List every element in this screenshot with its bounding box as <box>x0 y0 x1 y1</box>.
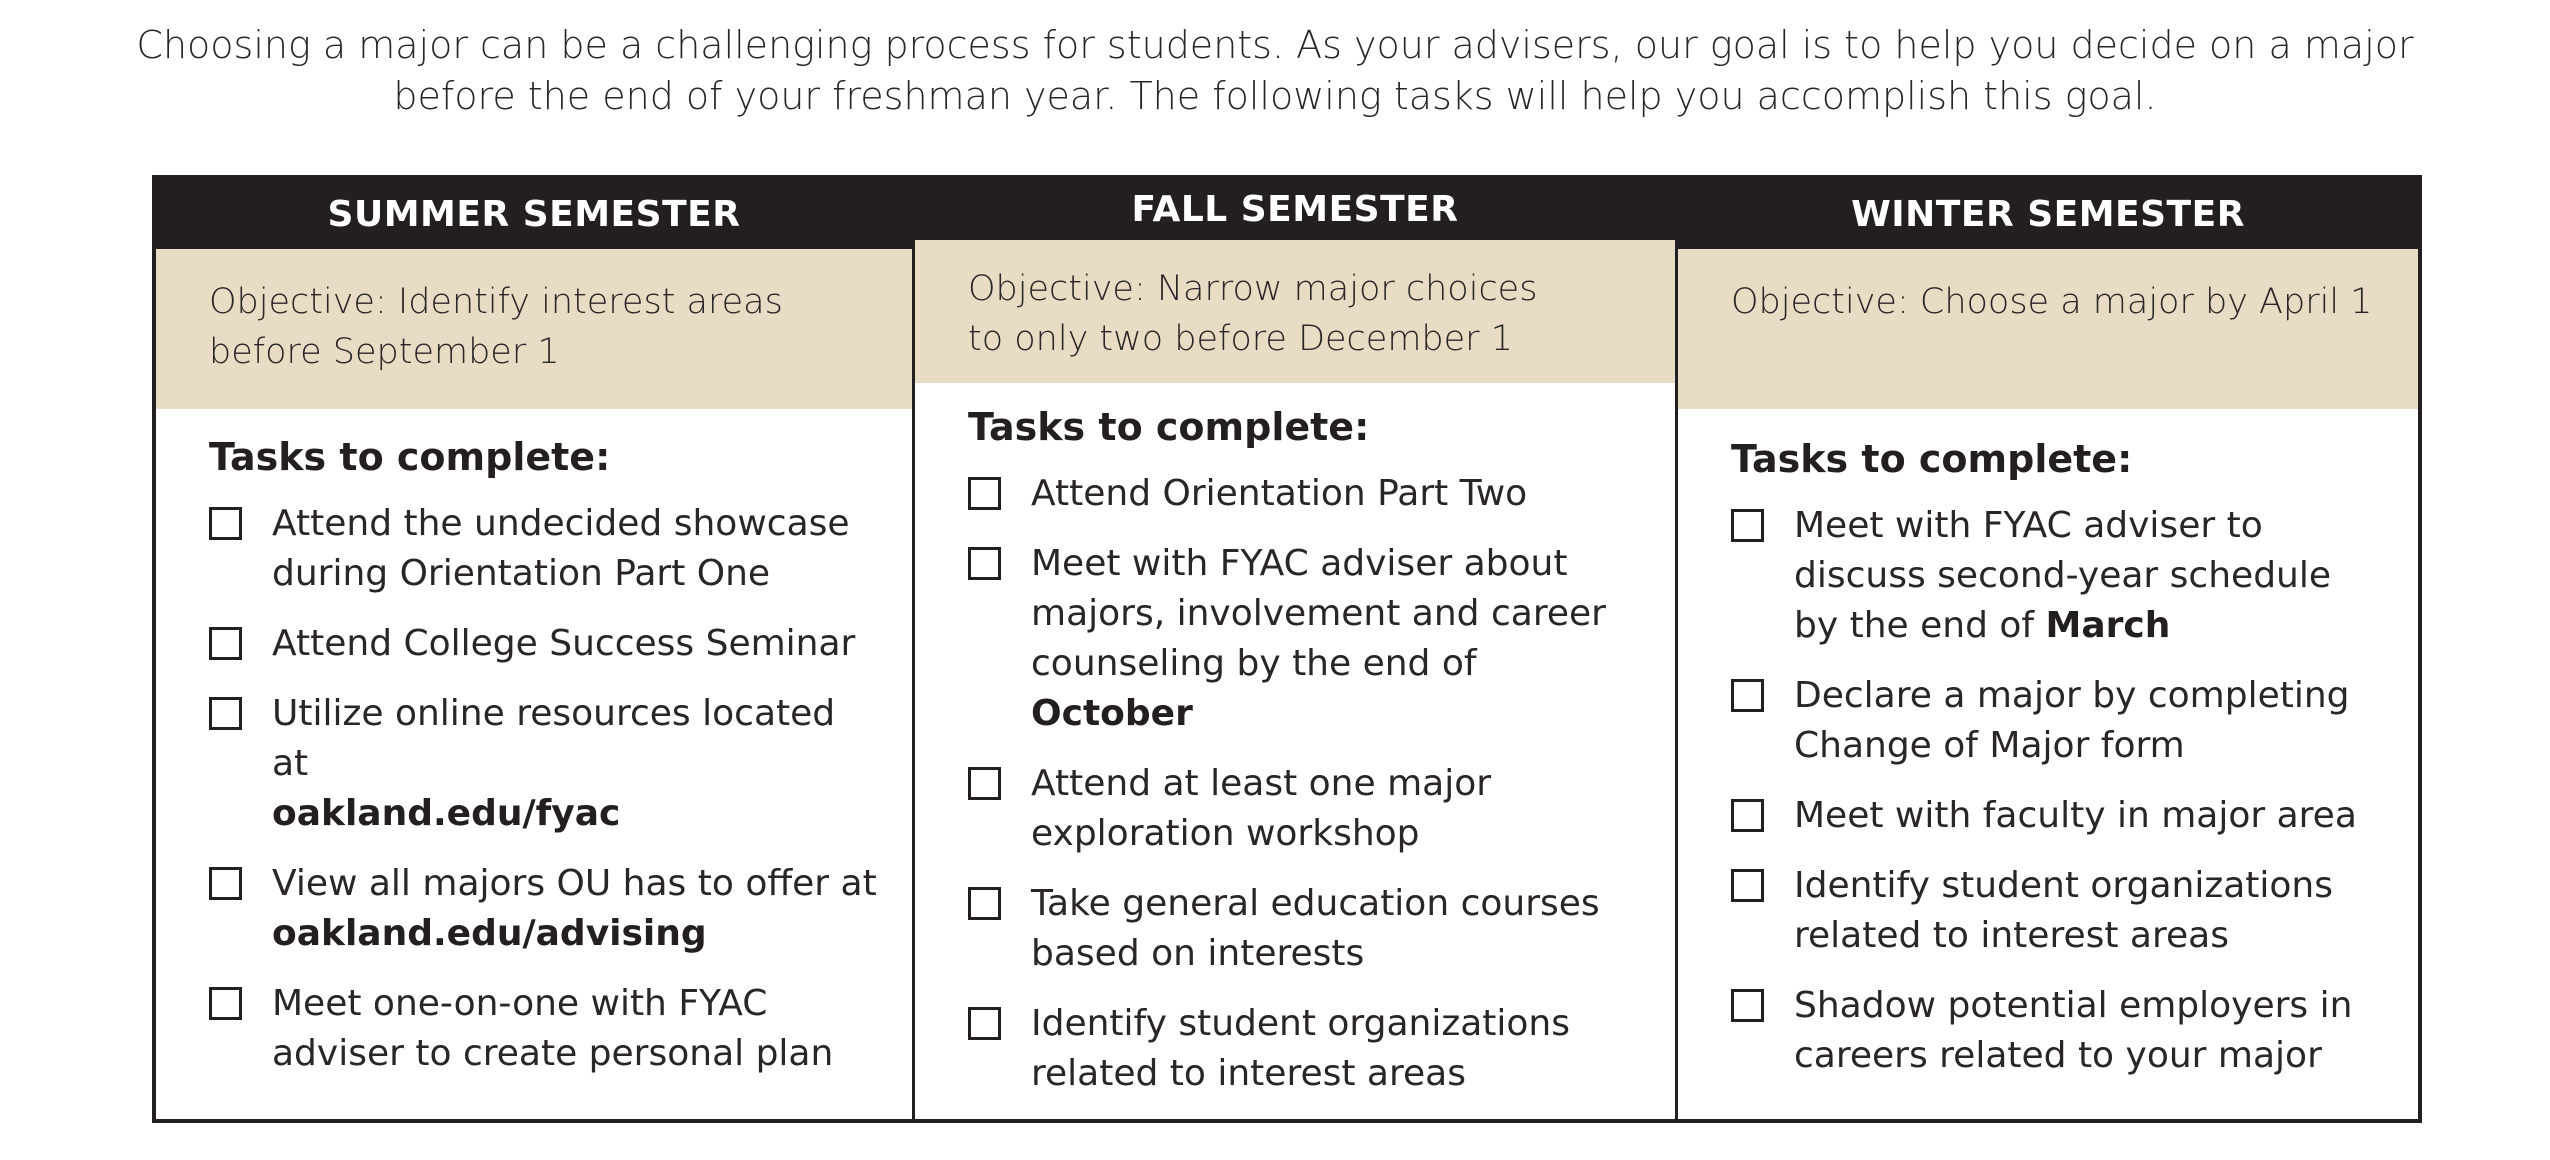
task-list <box>915 383 1675 1119</box>
task-line: Meet with FYAC adviser about <box>1031 543 1568 584</box>
advising-url-link[interactable]: oakland.edu/advising <box>272 913 707 954</box>
task-checkbox[interactable] <box>1731 679 1764 712</box>
deadline-month: October <box>1031 693 1193 734</box>
objective-line: Objective: Narrow major choices <box>968 269 1538 310</box>
task-line: exploration workshop <box>1031 813 1420 854</box>
task-line: majors, involvement and career <box>1031 593 1606 634</box>
task-line: Attend the undecided showcase <box>272 503 850 544</box>
task-text <box>272 619 855 669</box>
task-text <box>1794 501 2331 651</box>
objective <box>156 249 912 409</box>
task-line: during Orientation Part One <box>272 553 771 594</box>
summer-semester-column <box>156 179 912 1119</box>
objective <box>1678 249 2418 409</box>
task-text <box>1794 791 2357 841</box>
task-item <box>209 619 882 669</box>
task-line: Identify student organizations <box>1031 1003 1570 1044</box>
fall-semester-column <box>912 179 1675 1119</box>
objective-line: to only two before December 1 <box>968 319 1513 360</box>
semester-planner-table <box>152 175 2422 1123</box>
winter-semester-column <box>1675 179 2418 1119</box>
tasks-title: Tasks to complete: <box>1731 437 2133 481</box>
task-item <box>209 499 882 599</box>
task-line: based on interests <box>1031 933 1365 974</box>
task-checkbox[interactable] <box>968 477 1001 510</box>
intro-text <box>0 20 2550 122</box>
task-list <box>1678 409 2418 1119</box>
task-line: Take general education courses <box>1031 883 1600 924</box>
task-item <box>968 879 1645 979</box>
task-item <box>209 689 882 839</box>
task-checkbox[interactable] <box>1731 509 1764 542</box>
task-line-text: counseling by the end of <box>1031 643 1477 684</box>
task-checkbox[interactable] <box>209 627 242 660</box>
task-line: Attend College Success Seminar <box>272 623 856 664</box>
task-text <box>1794 861 2333 961</box>
task-item <box>209 979 882 1079</box>
column-heading: FALL SEMESTER <box>915 179 1675 240</box>
task-item <box>968 469 1645 519</box>
task-checkbox[interactable] <box>209 507 242 540</box>
task-line: Identify student organizations <box>1794 865 2333 906</box>
task-checkbox[interactable] <box>1731 869 1764 902</box>
task-line: Meet with FYAC adviser to <box>1794 505 2263 546</box>
task-checkbox[interactable] <box>1731 799 1764 832</box>
tasks-title: Tasks to complete: <box>209 435 611 479</box>
task-text <box>272 689 882 839</box>
task-item <box>1731 671 2388 771</box>
task-text <box>1031 759 1491 859</box>
task-line: Shadow potential employers in <box>1794 985 2353 1026</box>
task-line: careers related to your major <box>1794 1035 2322 1076</box>
task-line: Declare a major by completing <box>1794 675 2350 716</box>
task-line: Utilize online resources located at <box>272 693 836 784</box>
deadline-month: March <box>2045 605 2171 646</box>
task-text <box>1794 671 2350 771</box>
task-text <box>272 859 877 959</box>
column-heading: SUMMER SEMESTER <box>156 179 912 249</box>
task-list <box>156 409 912 1119</box>
task-line: Meet with faculty in major area <box>1794 795 2357 836</box>
task-item <box>1731 791 2388 841</box>
task-checkbox[interactable] <box>1731 989 1764 1022</box>
task-line: related to interest areas <box>1031 1053 1466 1094</box>
tasks-title: Tasks to complete: <box>968 405 1370 449</box>
task-text <box>272 979 833 1079</box>
fyac-url-link[interactable]: oakland.edu/fyac <box>272 793 621 834</box>
task-checkbox[interactable] <box>209 867 242 900</box>
objective-line: Objective: Identify interest areas <box>209 282 783 322</box>
task-item <box>968 539 1645 739</box>
task-line: Meet one-on-one with FYAC <box>272 983 768 1024</box>
task-item <box>968 999 1645 1099</box>
intro-line: before the end of your freshman year. The following tasks will help you accomplish this goal. <box>393 74 2157 118</box>
task-line: related to interest areas <box>1794 915 2229 956</box>
task-text <box>1794 981 2352 1081</box>
task-line-text: by the end of <box>1794 605 2046 646</box>
task-text <box>1031 539 1645 739</box>
task-item <box>209 859 882 959</box>
task-line: View all majors OU has to offer at <box>272 863 877 904</box>
task-item <box>968 759 1645 859</box>
task-checkbox[interactable] <box>968 767 1001 800</box>
task-item <box>1731 861 2388 961</box>
task-item <box>1731 981 2388 1081</box>
task-checkbox[interactable] <box>968 547 1001 580</box>
task-item <box>1731 501 2388 651</box>
task-line: Attend Orientation Part Two <box>1031 473 1528 514</box>
task-text <box>1031 999 1570 1099</box>
task-line: adviser to create personal plan <box>272 1033 834 1074</box>
objective <box>915 240 1675 383</box>
task-checkbox[interactable] <box>968 887 1001 920</box>
intro-line: Choosing a major can be a challenging process for students. As your advisers, our goal is to help you decide on a major <box>136 23 2414 67</box>
task-text <box>1031 469 1527 519</box>
task-text <box>272 499 850 599</box>
task-line <box>1794 601 2331 651</box>
task-line: Attend at least one major <box>1031 763 1492 804</box>
task-checkbox[interactable] <box>209 987 242 1020</box>
task-text <box>1031 879 1600 979</box>
task-line: Change of Major form <box>1794 725 2185 766</box>
objective-line: Objective: Choose a major by April 1 <box>1731 282 2373 322</box>
task-line <box>1031 639 1645 739</box>
objective-line: before September 1 <box>209 332 560 372</box>
task-checkbox[interactable] <box>968 1007 1001 1040</box>
task-line: discuss second-year schedule <box>1794 555 2332 596</box>
column-heading: WINTER SEMESTER <box>1678 179 2418 249</box>
task-checkbox[interactable] <box>209 697 242 730</box>
